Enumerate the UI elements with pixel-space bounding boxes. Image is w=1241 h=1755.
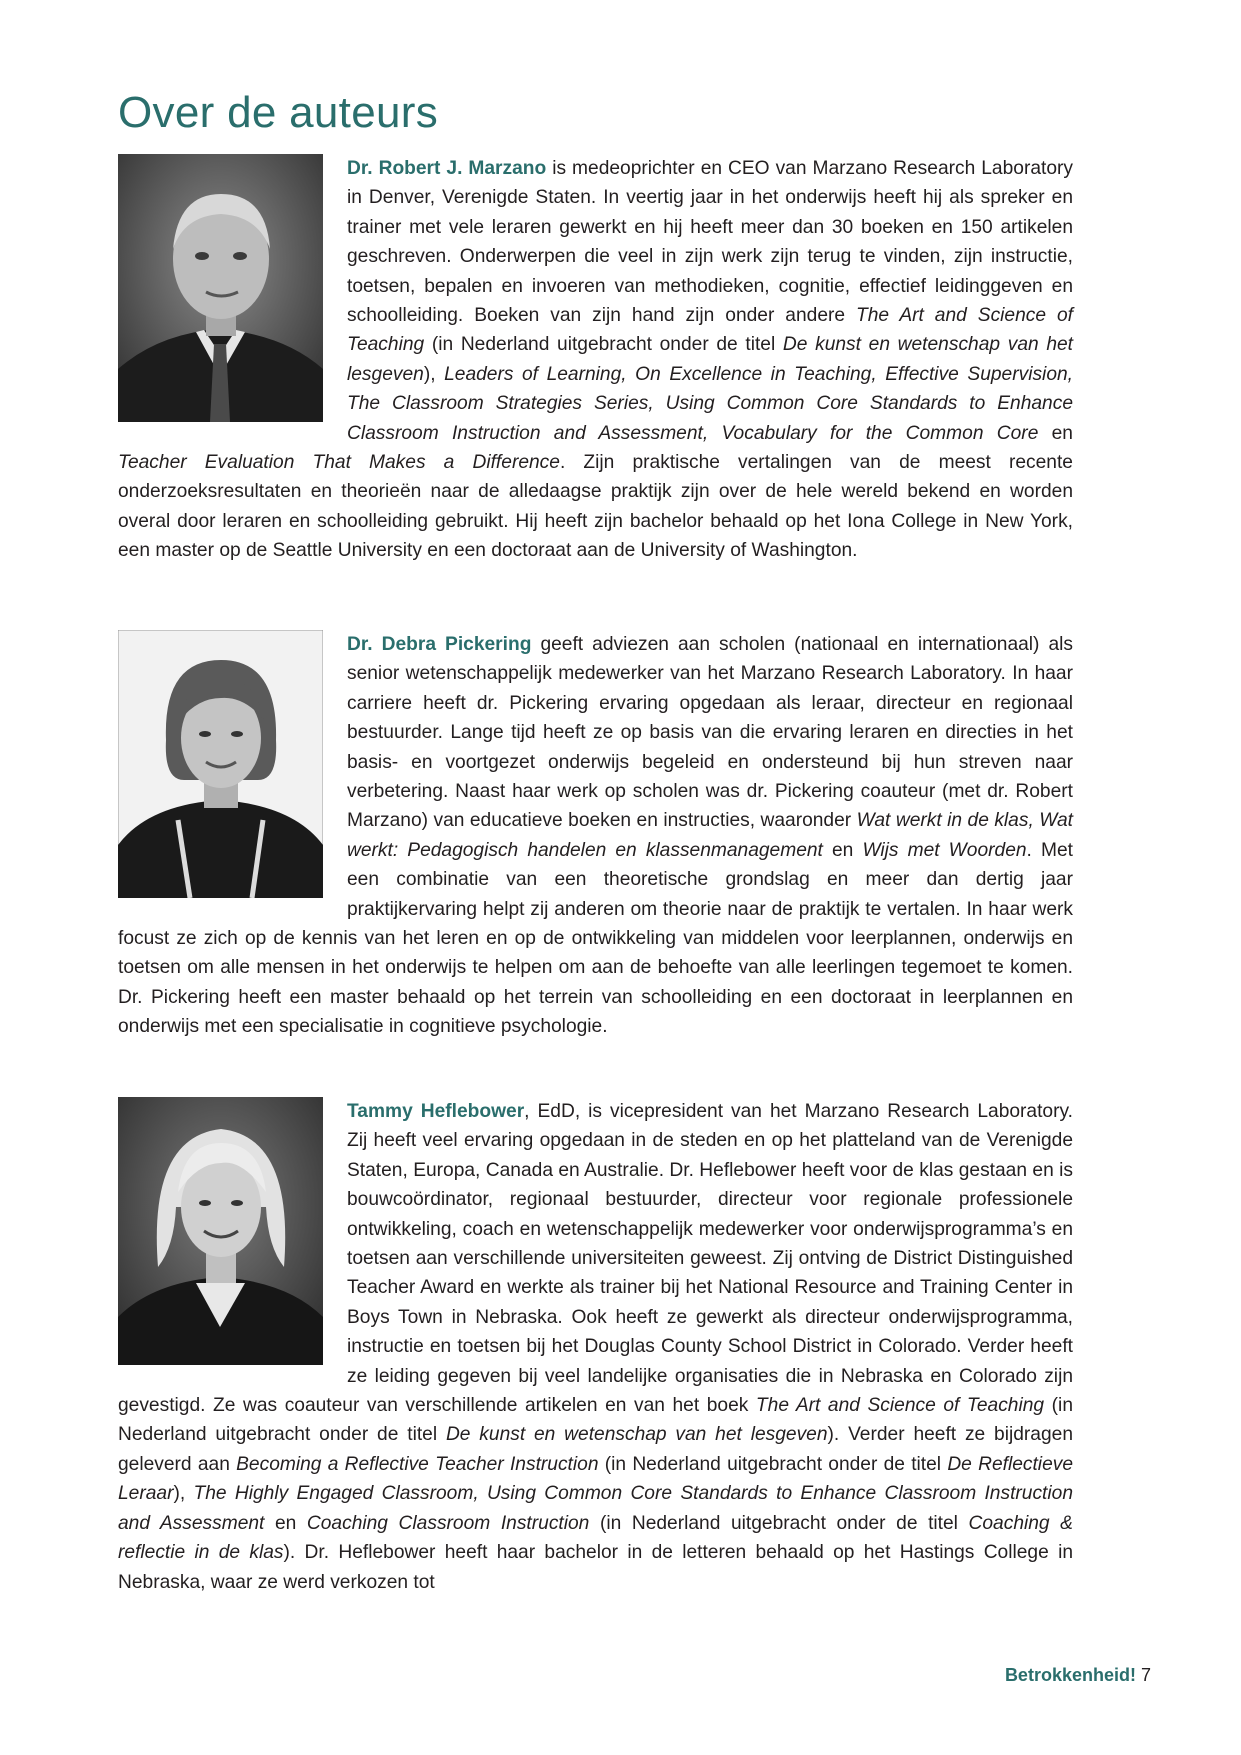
footer-brand: Betrokkenheid! <box>1004 1665 1136 1685</box>
bio-text: en <box>1038 422 1073 444</box>
book-title: Becoming a Reflective Teacher Instruction <box>236 1453 599 1475</box>
author-photo-heflebower <box>118 1097 323 1365</box>
bio-text: (in Nederland uitgebracht onder de titel <box>424 334 783 356</box>
book-title: Teacher Evaluation That Makes a Difference <box>118 452 560 474</box>
author-bio-heflebower <box>118 1097 1073 1597</box>
book-title: The Highly Engaged Classroom, Using Common Core Standards to Enhance Classroom Instruction and Assessment <box>118 1483 1073 1534</box>
book-title: Wijs met Woorden <box>862 839 1027 861</box>
book-title: De Reflectieve Leraar <box>118 1453 1074 1505</box>
bio-text: ), <box>423 363 445 385</box>
bio-text: ). Verder heeft ze bijdragen geleverd aan <box>118 1424 1073 1475</box>
bio-text: (in Nederland uitgebracht onder de titel <box>589 1512 969 1534</box>
book-title: Coaching & reflectie in de klas <box>118 1512 1073 1564</box>
bio-text: , EdD, is vicepresident van het Marzano Research Laboratory. Zij heeft veel ervaring opgedaan in de steden en op het platteland van de Verenigde Staten, Europa, Canada en Australie. Dr. Heflebower heeft voor de klas gestaan en is bouwcoördinator, regionaal bestuurder, directeur voor regionale professionele ontwikkeling, coach en wetenschappelijk medewerker voor onderwijsprogramma’s en toetsen aan verschillende universiteiten geweest. Zij ontving de District Distinguished Teacher Award en werkte als trainer bij het National Resource and Training Center in Boys Town in Nebraska. Ook heeft ze gewerkt als directeur onderwijsprogramma, instructie en toetsen bij het Douglas County School District in Colorado. Verder heeft ze leiding gegeven bij veel landelijke organisaties die in Nebraska en Colorado zijn gevestigd. Ze was coauteur van verschillende artikelen en van het boek <box>118 1101 1073 1417</box>
page-title: Over de auteurs <box>118 88 438 137</box>
bio-text: en <box>822 839 863 861</box>
book-title: The Art and Science of Teaching <box>347 305 1073 356</box>
author-name: Tammy Heflebower <box>347 1101 525 1122</box>
bio-text: (in Nederland uitgebracht onder de titel <box>598 1453 948 1475</box>
author-photo-marzano <box>118 154 323 422</box>
bio-text: en <box>264 1512 307 1534</box>
book-title: Leaders of Learning, On Excellence in Teaching, Effective Supervision, The Classroom Strategies Series, Using Common Core Standards to Enhance Classroom Instruction and Assessment, Vocabulary for the Common Core <box>347 363 1073 444</box>
book-title: De kunst en wetenschap van het lesgeven <box>445 1424 828 1446</box>
book-title: Wat werkt in de klas, Wat werkt: Pedagogisch handelen en klassenmanagement <box>347 810 1073 861</box>
author-name: Dr. Debra Pickering <box>347 634 532 655</box>
bio-text: . Met een combinatie van een theoretische grondslag en meer dan dertig jaar praktijkervaring helpt zij anderen om theorie naar de praktijk te vertalen. In haar werk focust ze zich op de kennis van het leren en op de ontwikkeling van middelen voor leerplannen, onderwijs en toetsen om alle mensen in het onderwijs te helpen om aan de behoefte van alle leerlingen tegemoet te komen. Dr. Pickering heeft een master behaald op het terrein van schoolleiding en een doctoraat in leerplannen en onderwijs met een specialisatie in cognitieve psychologie. <box>118 839 1073 1038</box>
page-number: 7 <box>1140 1665 1151 1685</box>
portrait-woman-icon <box>118 1097 323 1365</box>
bio-text: (in Nederland uitgebracht onder de titel <box>118 1395 1073 1446</box>
bio-text: geeft adviezen aan scholen (nationaal en internationaal) als senior wetenschappelijk medewerker van het Marzano Research Laboratory. In haar carriere heeft dr. Pickering ervaring opgedaan als leraar, directeur en regionaal bestuurder. Lange tijd heeft ze op basis van die ervaring leraren en directies in het basis- en voortgezet onderwijs begeleid en ondersteund bij hun streven naar verbetering. Naast haar werk op scholen was dr. Pickering coauteur (met dr. Robert Marzano) van educatieve boeken en instructies, waaronder <box>347 634 1073 832</box>
book-title: De kunst en wetenschap van het lesgeven <box>347 334 1073 385</box>
bio-text: ). Dr. Heflebower heeft haar bachelor in de letteren behaald op het Hastings College in Nebraska, waar ze werd verkozen tot <box>118 1542 1074 1593</box>
bio-text: is medeoprichter en CEO van Marzano Research Laboratory in Denver, Verenigde Staten. In veertig jaar in het onderwijs heeft hij als spreker en trainer met vele leraren gewerkt en hij heeft meer dan 30 boeken en 150 artikelen geschreven. Onderwerpen die veel in zijn werk zijn terug te vinden, zijn instructie, toetsen, bepalen en invoeren van methodieken, cognitie, effectief leidinggeven en schoolleiding. Boeken van zijn hand zijn onder andere <box>347 158 1073 327</box>
bio-text: . Zijn praktische vertalingen van de meest recente onderzoeksresultaten en theorieën naar de alledaagse praktijk zijn over de hele wereld bekend en worden overal door leraren en schoolleiding gebruikt. Hij heeft zijn bachelor behaald op het Iona College in New York, een master op de Seattle University en een doctoraat aan de University of Washington. <box>118 452 1073 562</box>
bio-text: ), <box>173 1483 194 1505</box>
portrait-woman-icon <box>118 630 323 898</box>
author-bio-marzano <box>118 154 1073 566</box>
author-name: Dr. Robert J. Marzano <box>347 158 547 179</box>
author-photo-pickering <box>118 630 323 898</box>
book-title: Coaching Classroom Instruction <box>306 1512 590 1534</box>
author-bio-pickering <box>118 630 1073 1042</box>
book-title: The Art and Science of Teaching <box>755 1395 1045 1417</box>
page-footer <box>1005 1665 1151 1686</box>
portrait-man-icon <box>118 154 323 422</box>
